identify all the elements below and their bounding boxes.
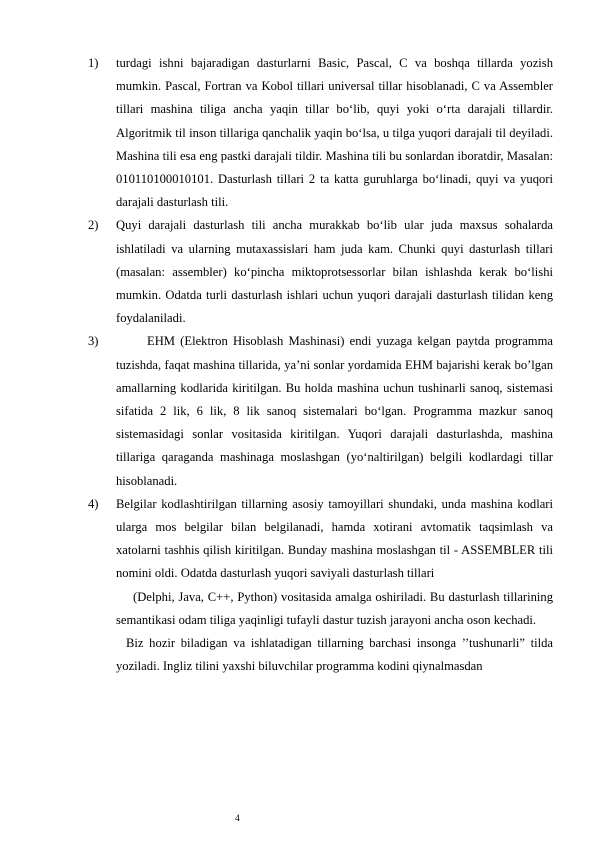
list-item-text: EHM (Elektron Hisoblash Mashinasi) endi yuzaga kelgan paytda programma tuzishda, faqat mashina tillarida, ya’ni sonlar yordamida EHM bajarishi kerak bo’lgan amallarning kodlarida kiritilgan. Bu holda mashina uchun tushinarli sanoq, sistemasi sifatida 2 lik, 6 lik, 8 lik sanoq sistemalari bo‘lgan. Programma mazkur sanoq sistemasidagi sonlar vositasida kiritilgan. Yuqori darajali dasturlashda, mashina tillariga qaraganda mashinaga moslashgan (yo‘naltirilgan) belgili kodlardagi tillar hisoblanadi.: [116, 334, 553, 488]
page-number: 4: [235, 814, 240, 824]
list-item-text: Belgilar kodlashtirilgan tillarning asosiy tamoyillari shundaki, unda mashina kodlari ularga mos belgilar bilan belgilanadi, hamda xotirani avtomatik taqsimlash va xatolarni tashhis qilish kiritilgan. Bunday mashina moslashgan til - ASSEMBLER tili nomini oldi. Odatda dasturlash yuqori saviyali dasturlash tillari: [116, 496, 553, 581]
continuation-paragraph-1: (Delphi, Java, C++, Python) vositasida amalga oshiriladi. Bu dasturlash tillarining semantikasi odam tiliga yaqinligi tufayli dastur tuzish jarayoni ancha oson kechadi.: [116, 589, 553, 627]
list-item-4: [88, 493, 553, 586]
list-item-number: 3): [88, 334, 99, 349]
list-item-number: 4): [88, 496, 99, 511]
list-item-number: 1): [88, 56, 99, 70]
list-item-3: [88, 330, 553, 492]
document-body: [88, 52, 553, 678]
list-item-text: turdagi ishni bajaradigan dasturlarni Basic, Pascal, C va boshqa tillarda yozish mumkin. Pascal, Fortran va Kobol tillari universal tillar hisoblanadi, C va Assembler tillari mashina tiliga ancha yaqin tillar bo‘lib, quyi yoki o‘rta darajali tillardir. Algoritmik til inson tillariga qanchalik yaqin bo‘lsa, u tilga yuqori darajali til deyiladi. Mashina tili esa eng pastki darajali tildir. Mashina tili bu sonlardan iboratdir, Masalan: 010110100010101. Dasturlash tillari 2 ta katta guruhlarga bo‘linadi, quyi va yuqori darajali dasturlash tili.: [116, 56, 553, 210]
list-item-2: [88, 214, 553, 330]
list-item-1: [88, 52, 553, 214]
list-item-number: 2): [88, 218, 99, 233]
list-item-text: Quyi darajali dasturlash tili ancha murakkab bo‘lib ular juda maxsus sohalarda ishlatiladi va ularning mutaxassislari ham juda kam. Chunki quyi dasturlash tillari (masalan: assembler) ko‘pincha miktoprotsessorlar bilan ishlashda kerak bo‘lishi mumkin. Odatda turli dasturlash ishlari uchun yuqori darajali dasturlash tilidan keng foydalaniladi.: [116, 218, 553, 326]
continuation-paragraph-2: Biz hozir biladigan va ishlatadigan tillarning barchasi insonga ’’tushunarli” tilda yoziladi. Ingliz tilini yaxshi biluvchilar programma kodini qiynalmasdan: [116, 636, 553, 674]
